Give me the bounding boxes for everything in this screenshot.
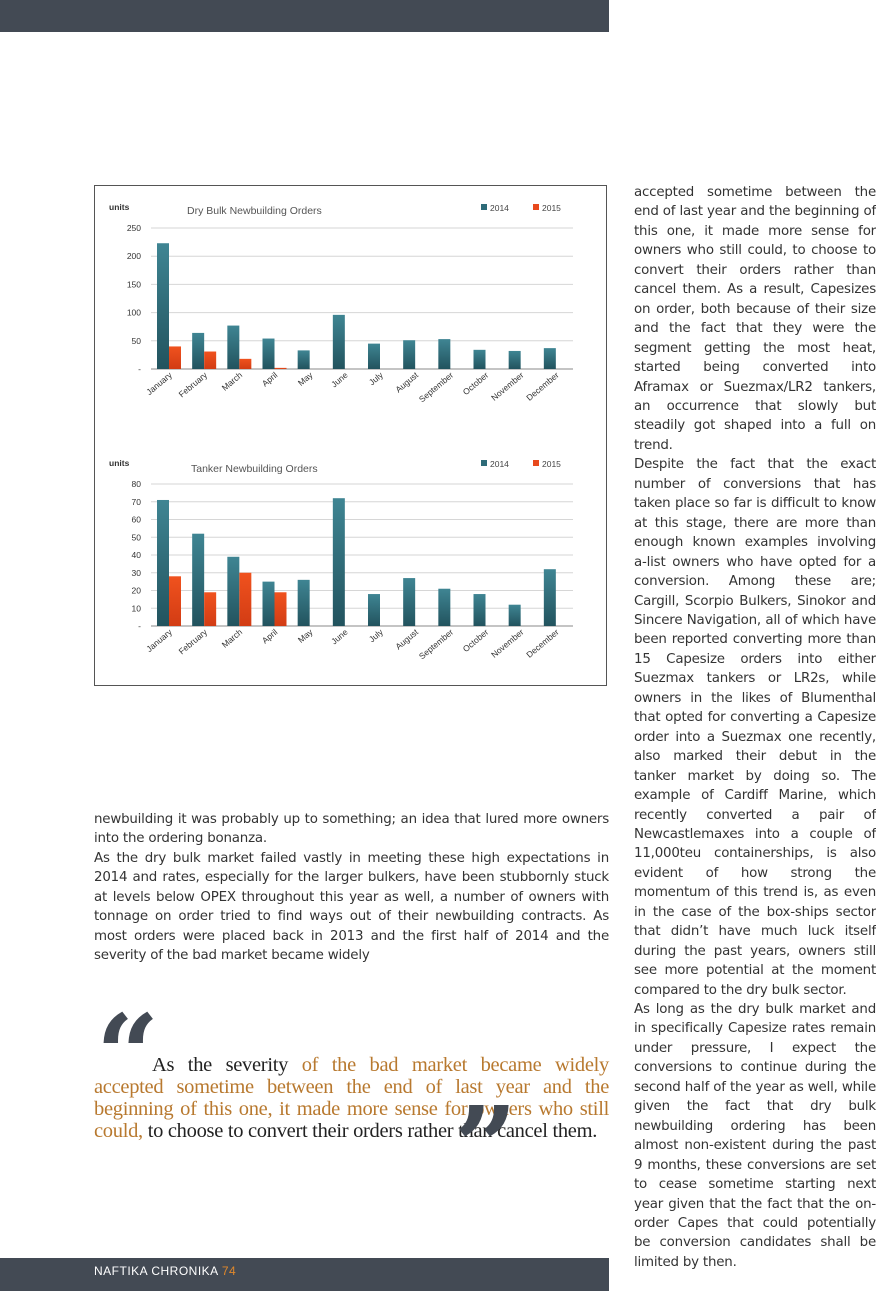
pull-quote: [94, 1054, 609, 1142]
x-tick-label: August: [393, 369, 421, 395]
axis-units-label: units: [109, 202, 130, 212]
bar-2014: [509, 351, 521, 369]
bar-2014: [333, 498, 345, 626]
pull-quote-tail: to choose to convert their orders rather than cancel them.: [142, 1120, 598, 1142]
bar-2014: [438, 339, 450, 369]
bar-2014: [157, 500, 169, 626]
y-tick-label: 10: [131, 603, 141, 614]
y-tick-label: 150: [126, 279, 141, 290]
legend-swatch: [533, 204, 539, 210]
x-tick-label: January: [144, 369, 174, 397]
axis-units-label: units: [109, 458, 130, 468]
y-tick-label: 100: [126, 307, 141, 318]
y-tick-label: 250: [126, 223, 141, 233]
y-tick-label: 20: [131, 585, 141, 596]
x-tick-label: February: [176, 369, 210, 400]
y-tick-label: 200: [126, 251, 141, 262]
publication-name: NAFTIKA CHRONIKA: [94, 1264, 219, 1278]
legend-label: 2015: [542, 459, 561, 469]
bar-2014: [474, 350, 486, 369]
y-tick-label: 70: [131, 496, 141, 507]
legend-label: 2014: [490, 459, 509, 469]
paragraph: Despite the fact that the exact number of conversions that has taken place so far is difficult to know at this stage, there are more than enough known examples involving a-list owners who have opted for a conversion. Among these are; Cargill, Scorpio Bulkers, Sinokor and Sincere Navigation, all of which have been reported converting more than 15 Capesize orders into either Suezmax tankers or LR2s, while owners in the likes of Blumenthal that opted for converting a Capesize order into a Suezmax one recently, also marked their debut in the tanker market by doing so. The example of Cardiff Marine, which recently converted a pair of Newcastlemaxes into a couple of 11,000teu containerships, is also evident of how strong the momentum of this trend is, as even in the case of the box-ships sector that didn’t have much luck itself during the past years, owners still see more potential at the moment compared to the dry bulk sector.: [634, 457, 876, 998]
legend-swatch: [481, 460, 487, 466]
x-tick-label: March: [219, 626, 245, 650]
x-tick-label: October: [460, 626, 491, 654]
bar-2014: [333, 315, 345, 369]
paragraph: As long as the dry bulk market and in specifically Capesize rates remain under pressure, I expect the conversions to continue during the second half of the year as well, while given the fact that dry bulk newbuilding ordering has been almost non-existent during the past 9 months, these conversions are set to cease sometime starting next year given that the fact that the on-order Capes that could potentially be conversion candidates shall be limited by then.: [634, 1002, 876, 1270]
charts-panel: [94, 185, 607, 686]
x-tick-label: November: [489, 369, 526, 403]
x-tick-label: August: [393, 626, 421, 652]
bar-2014: [192, 534, 204, 626]
legend-swatch: [481, 204, 487, 210]
bottom-bar: [0, 1258, 609, 1291]
x-tick-label: May: [295, 369, 315, 388]
page-footer: [94, 1263, 236, 1279]
x-tick-label: May: [295, 626, 315, 645]
close-quote-icon: ”: [454, 1082, 518, 1211]
bar-2014: [157, 243, 169, 369]
bar-2014: [403, 578, 415, 626]
bar-2014: [227, 557, 239, 626]
y-tick-label: 50: [131, 335, 141, 346]
bar-2014: [474, 594, 486, 626]
bar-2014: [544, 348, 556, 369]
x-tick-label: April: [259, 626, 280, 646]
x-tick-label: September: [416, 369, 456, 405]
x-tick-label: July: [366, 369, 385, 388]
bar-2014: [227, 326, 239, 369]
x-tick-label: September: [416, 626, 456, 662]
bar-2014: [438, 589, 450, 626]
bar-2014: [368, 344, 380, 369]
bar-2014: [509, 605, 521, 626]
x-tick-label: November: [489, 626, 526, 660]
bar-2015: [204, 592, 216, 626]
bar-2014: [298, 350, 310, 369]
paragraph: As the dry bulk market failed vastly in meeting these high expectations in 2014 and rates, especially for the larger bulkers, have been stubbornly stuck at levels below OPEX throughout this year as well, a number of owners with tonnage on order tried to find ways out of their newbuilding contracts. As most orders were placed back in 2013 and the first half of 2014 and the severity of the bad market became widely: [94, 850, 609, 964]
pull-quote-lead: As the severity: [152, 1054, 302, 1076]
paragraph: newbuilding it was probably up to something; an idea that lured more owners into the ordering bonanza.: [94, 812, 609, 847]
y-tick-label: 40: [131, 550, 141, 560]
y-tick-label: 50: [131, 532, 141, 543]
bar-2015: [239, 359, 251, 369]
x-tick-label: March: [219, 369, 245, 393]
x-tick-label: December: [524, 369, 561, 403]
bar-2015: [169, 346, 181, 369]
paragraph: accepted sometime between the end of last year and the beginning of this one, it made more sense for owners who still could, to choose to convert their orders rather than cancel them. As a result, Capesizes on order, both because of their size and the fact that they were the segment getting the most heat, started being converted into Aframax or Suezmax/LR2 tankers, an occurrence that slowly but steadily got shaped into a full on trend.: [634, 185, 876, 453]
bar-2015: [239, 573, 251, 626]
article-left-column: [94, 810, 609, 966]
x-tick-label: July: [366, 626, 385, 645]
page-number: 74: [221, 1264, 237, 1278]
bar-2014: [403, 340, 415, 369]
bar-2015: [204, 352, 216, 369]
bar-2014: [368, 594, 380, 626]
legend-label: 2015: [542, 203, 561, 213]
y-tick-label: 30: [131, 567, 141, 578]
bar-2014: [263, 582, 275, 626]
x-tick-label: February: [176, 626, 210, 657]
bar-2014: [544, 569, 556, 626]
bar-2014: [263, 339, 275, 369]
y-tick-label: -: [138, 364, 141, 374]
bar-2015: [169, 576, 181, 626]
chart-title: Tanker Newbuilding Orders: [191, 463, 318, 475]
x-tick-label: October: [460, 369, 491, 397]
bar-2015: [275, 592, 287, 626]
open-quote-icon: “: [96, 990, 160, 1119]
y-tick-label: 60: [131, 514, 141, 525]
x-tick-label: April: [259, 369, 280, 389]
chart-title: Dry Bulk Newbuilding Orders: [187, 205, 322, 217]
x-tick-label: June: [329, 369, 350, 390]
y-tick-label: -: [138, 621, 141, 631]
x-tick-label: December: [524, 626, 561, 660]
legend-label: 2014: [490, 203, 509, 213]
bar-2015: [275, 368, 287, 369]
pull-quote-highlight: of the bad market became widely accepted sometime between the end of last year and the beginning of this one, it made more sense for owners who still could,: [94, 1054, 609, 1142]
bar-2014: [192, 333, 204, 369]
charts-svg: [95, 186, 606, 685]
x-tick-label: June: [329, 626, 350, 647]
legend-swatch: [533, 460, 539, 466]
top-bar: [0, 0, 609, 32]
x-tick-label: January: [144, 626, 174, 654]
article-right-column: [634, 183, 876, 1272]
y-tick-label: 80: [131, 479, 141, 489]
bar-2014: [298, 580, 310, 626]
